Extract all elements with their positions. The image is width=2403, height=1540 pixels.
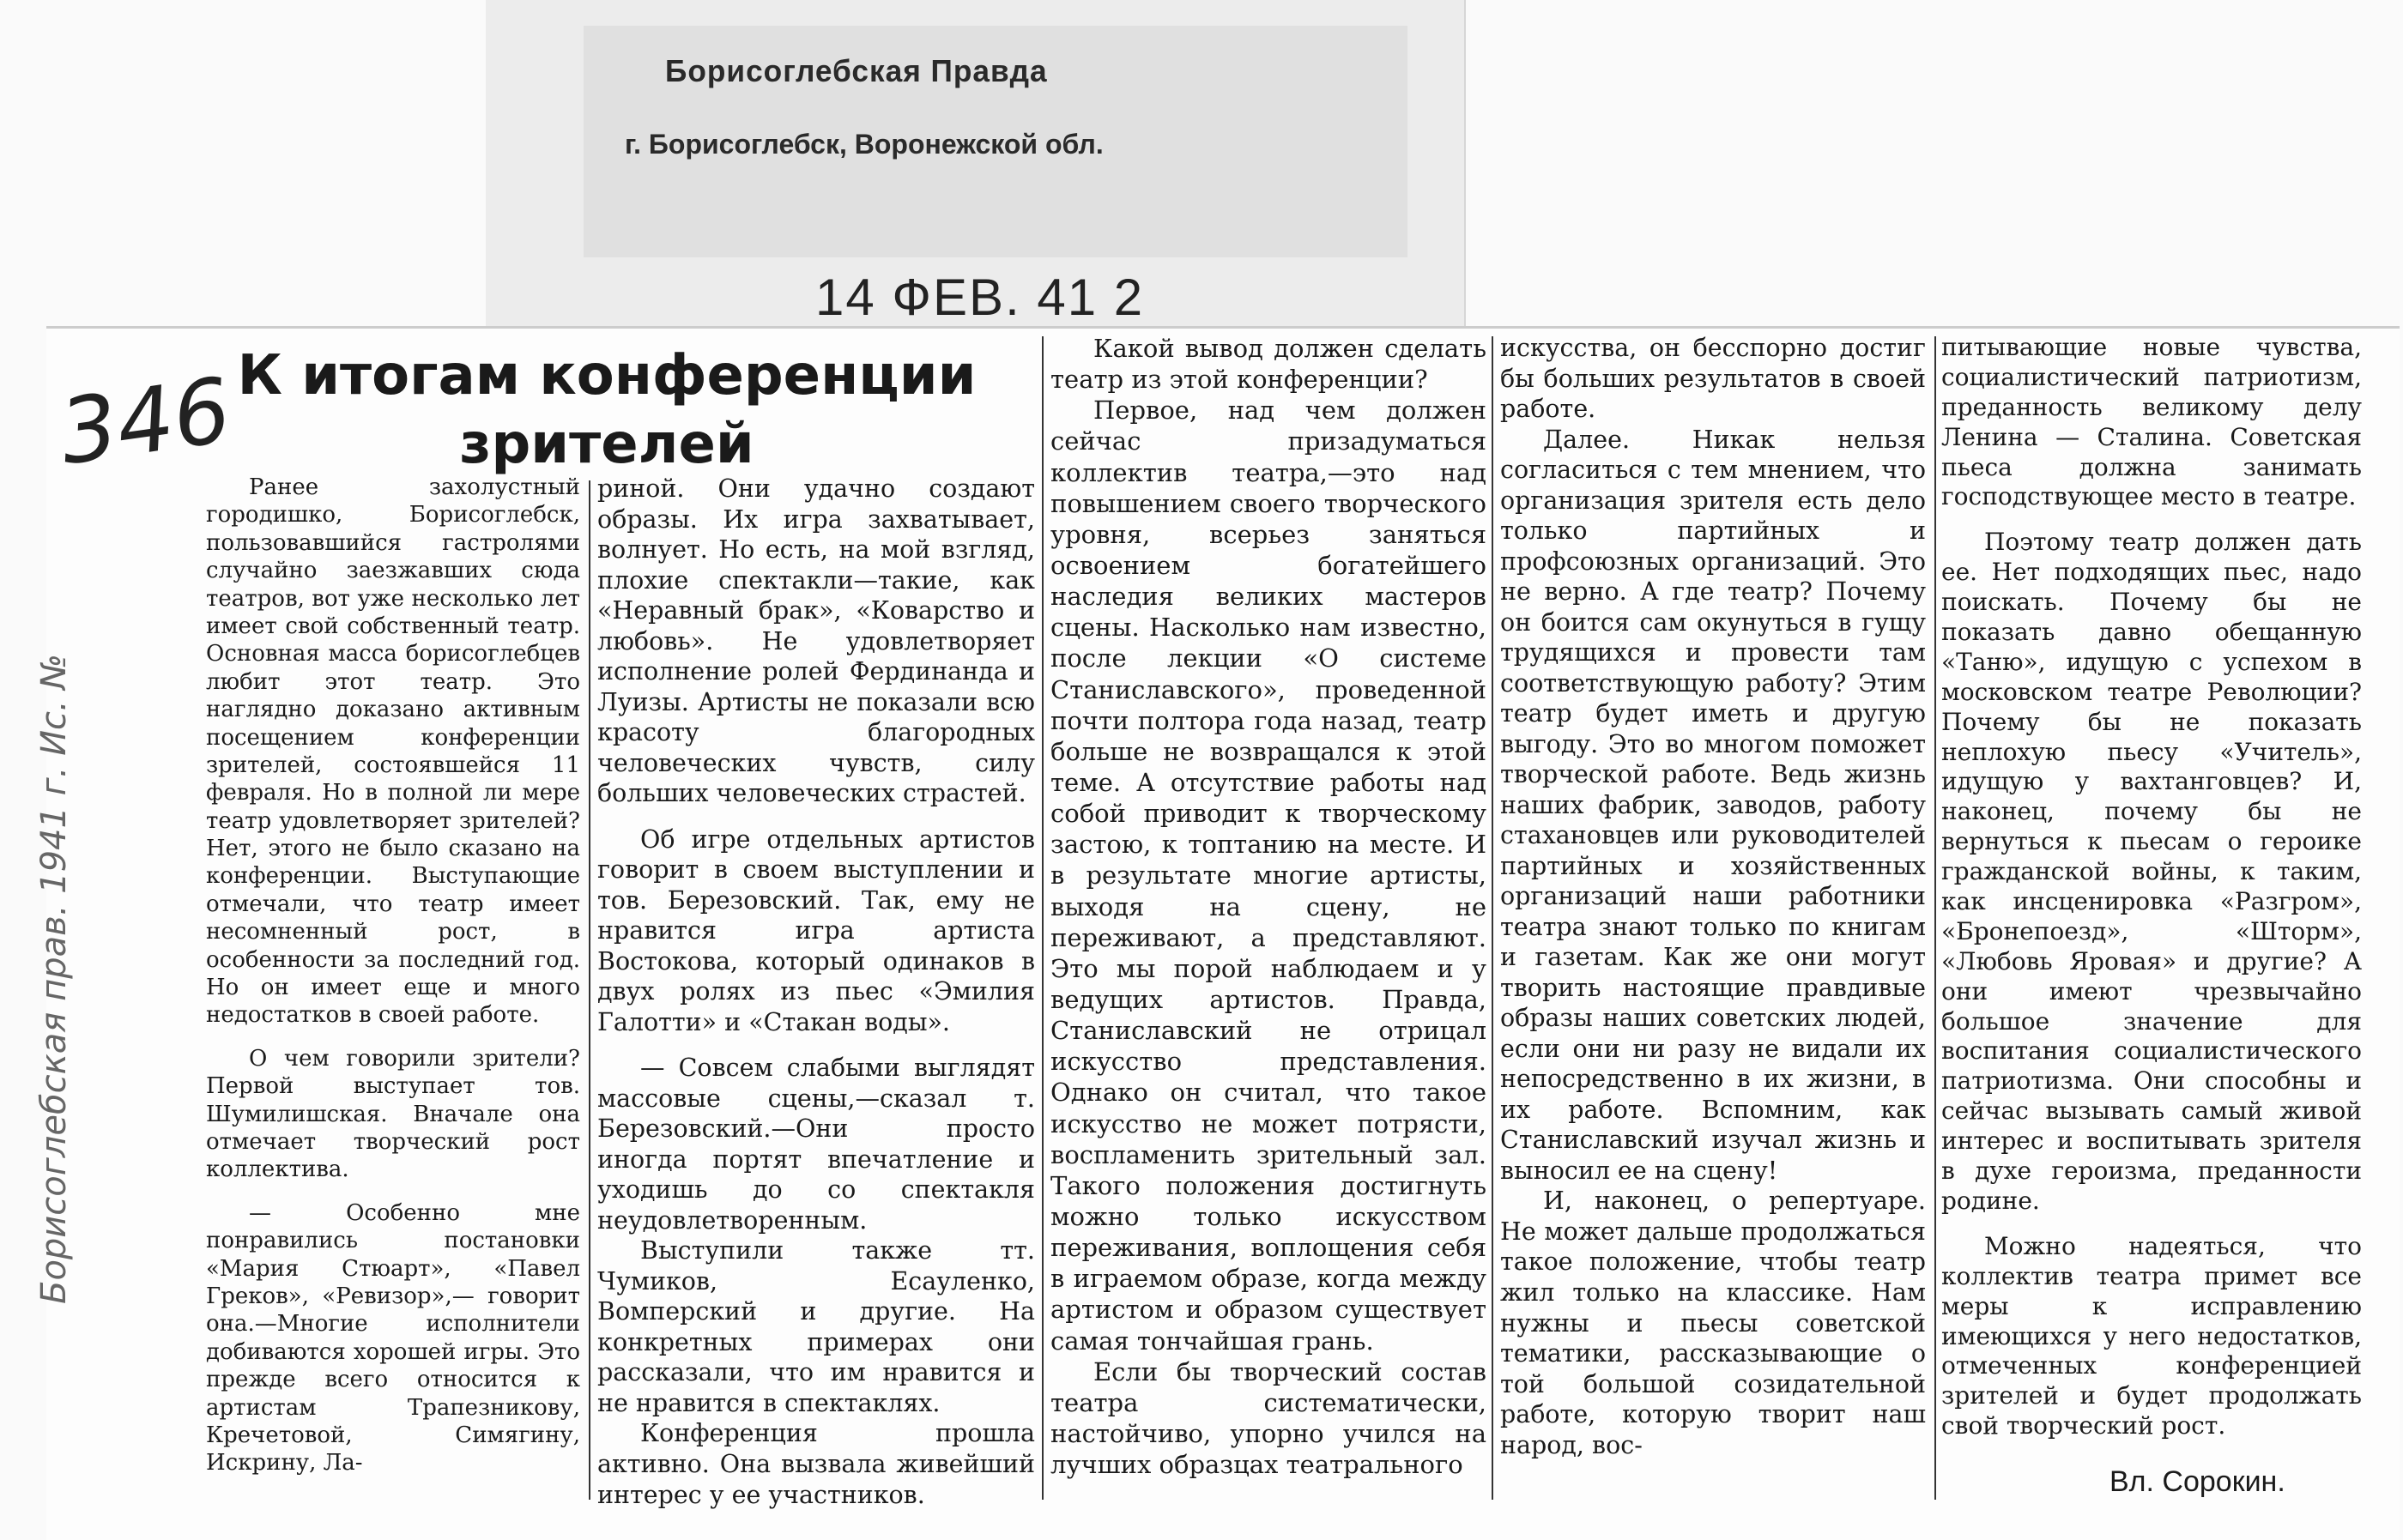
paragraph: — Особенно мне понравились постановки «Мария Стюарт», «Павел Греков», «Ревизор»,— говорит она.—Многие исполнители добиваются хорошей игры. Это прежде всего относится к артистам Трапезникову, Кречетовой, Симягину, Искрину, Ла- bbox=[206, 1199, 580, 1477]
article-column-1 bbox=[206, 474, 580, 1477]
paragraph: Какой вывод должен сделать театр из этой конференции? bbox=[1050, 334, 1486, 395]
paragraph: О чем говорили зрители? Первой выступает тов. Шумилишская. Вначале она отмечает творческий рост коллектива. bbox=[206, 1045, 580, 1183]
paragraph: Можно надеяться, что коллектив театра примет все меры к исправлению имеющихся у него недостатков, отмеченных конференцией зрителей и будет продолжать свой творческий рост. bbox=[1941, 1231, 2362, 1440]
paragraph: — Совсем слабыми выглядят массовые сцены,—сказал т. Березовский.—Они просто иногда портят впечатление и уходишь до со спектакля неудовлетворенным. bbox=[597, 1054, 1035, 1235]
column-divider bbox=[1492, 336, 1493, 1500]
newspaper-name: Борисоглебская Правда bbox=[665, 53, 1048, 88]
paragraph: Конференция прошла активно. Она вызвала живейший интерес у ее участников. bbox=[597, 1419, 1035, 1509]
paragraph: Первое, над чем должен сейчас призадуматься коллектив театра,—это над повышением своего творческого уровня, всерьез заняться освоением богатейшего наследия великих мастеров сцены. Насколько нам известно, после лекции «О системе Станиславского», проведенной почти полтора года назад, театр больше не возвращался к этой теме. А отсутствие работы над собой приводит к творческому застою, к топтанию на месте. И в результате многие артисты, выходя на сцену, не переживают, а представляют. Это мы порой наблюдаем и у ведущих артистов. Правда, Станиславский не отрицал искусство представления. Однако он считал, что такое искусство не может потрясти, воспламенить зрительный зал. Такого положения достигнуть можно только искусством переживания, воплощения себя в играемом образе, когда между артистом и образом существует самая тончайшая грань. bbox=[1050, 396, 1486, 1356]
paragraph: Если бы творческий состав театра систематически, настойчиво, упорно учился на лучших образцах театрального bbox=[1050, 1356, 1486, 1480]
paragraph: Ранее захолустный городишко, Борисоглебск, пользовавшийся гастролями случайно заезжавших сюда театров, вот уже несколько лет имеет свой собственный театр. Основная масса борисоглебцев любит этот театр. Это наглядно доказано активным посещением конференции зрителей, состоявшейся 11 февраля. Но в полной ли мере театр удовлетворяет зрителей? Нет, этого не было сказано на конференции. Выступающие отмечали, что театр имеет несомненный рост, в особенности за последний год. Но он имеет еще и много недостатков в своей работе. bbox=[206, 474, 580, 1029]
article-title: К итогам конференции зрителей bbox=[237, 344, 977, 476]
paragraph: Далее. Никак нельзя согласиться с тем мнением, что организация зрителя есть дело только партийных и профсоюзных организаций. Это не верно. А где театр? Почему он боится сам окунуться в гущу трудящихся и провести там соответствующую работу? Этим театр будет иметь и другую выгоду. Это во многом поможет творческой работе. Ведь жизнь наших фабрик, заводов, работу стахановцев или руководителей партийных и хозяйственных организаций наши работники театра знают только по книгам и газетам. Как же они могут творить настоящие правдивые образы наших советских людей, если они ни разу не видали их непосредственно в их жизни, в их работе. Вспомним, как Станиславский изучал жизнь и выносил ее на сцену! bbox=[1500, 425, 1926, 1185]
column-divider bbox=[1042, 336, 1044, 1500]
paragraph: Об игре отдельных артистов говорит в своем выступлении и тов. Березовский. Так, ему не нравится игра артиста Востокова, который одинаков в двух ролях из пьес «Эмилия Галотти» и «Стакан воды». bbox=[597, 824, 1035, 1036]
paragraph: риной. Они удачно создают образы. Их игра захватывает, волнует. Но есть, на мой взгляд, плохие спектакли—такие, как «Неравный брак», «Коварство и любовь». Не удовлетворяет исполнение ролей Фердинанда и Луизы. Артисты не показали всю красоту благородных человеческих чувств, силу больших человеческих страстей. bbox=[597, 474, 1035, 808]
author-signature: Вл. Сорокин. bbox=[2109, 1465, 2285, 1498]
handwritten-side-note: Борисоглебская прав. 1941 г. Ис. № bbox=[34, 653, 74, 1304]
handwritten-number: 346 bbox=[53, 357, 238, 486]
article-column-3 bbox=[1050, 333, 1486, 1480]
article-column-5 bbox=[1941, 333, 2362, 1441]
paragraph: питывающие новые чувства, социалистический патриотизм, преданность великому делу Ленина — Сталина. Советская пьеса должна занимать господствующее место в театре. bbox=[1941, 333, 2362, 511]
paragraph: Поэтому театр должен дать ее. Нет подходящих пьес, надо поискать. Почему бы не показать давно обещанную «Таню», идущую с успехом в московском театре Революции? Почему бы не показать неплохую пьесу «Учитель», идущую у вахтанговцев? И, наконец, почему бы не вернуться к пьесам о героике гражданской войны, к таким, как инсценировка «Разгром», «Бронепоезд», «Шторм», «Любовь Яровая» и другие? А они имеют чрезвычайно большое значение для воспитания социалистического патриотизма. Они способны и сейчас вызывать самый живой интерес и воспитывать зрителя в духе героизма, преданности родине. bbox=[1941, 528, 2362, 1215]
date-stamp: 14 ФЕВ. 41 2 bbox=[815, 269, 1145, 326]
newspaper-location: г. Борисоглебск, Воронежской обл. bbox=[625, 129, 1104, 160]
paragraph: Выступили также тт. Чумиков, Есауленко, Вомперский и другие. На конкретных примерах они рассказали, что им нравится и не нравится в спектаклях. bbox=[597, 1236, 1035, 1417]
article-column-4 bbox=[1500, 333, 1926, 1460]
column-divider bbox=[589, 480, 590, 1500]
paragraph: искусства, он бесспорно достиг бы больших результатов в своей работе. bbox=[1500, 334, 1926, 424]
article-column-2 bbox=[597, 474, 1035, 1510]
column-divider bbox=[1934, 336, 1936, 1500]
paragraph: И, наконец, о репертуаре. Не может дальше продолжаться такое положение, чтобы театр жил только на классике. Нам нужны и пьесы советской тематики, рассказывающие о той большой созидательной работе, которую творит наш народ, вос- bbox=[1500, 1187, 1926, 1459]
